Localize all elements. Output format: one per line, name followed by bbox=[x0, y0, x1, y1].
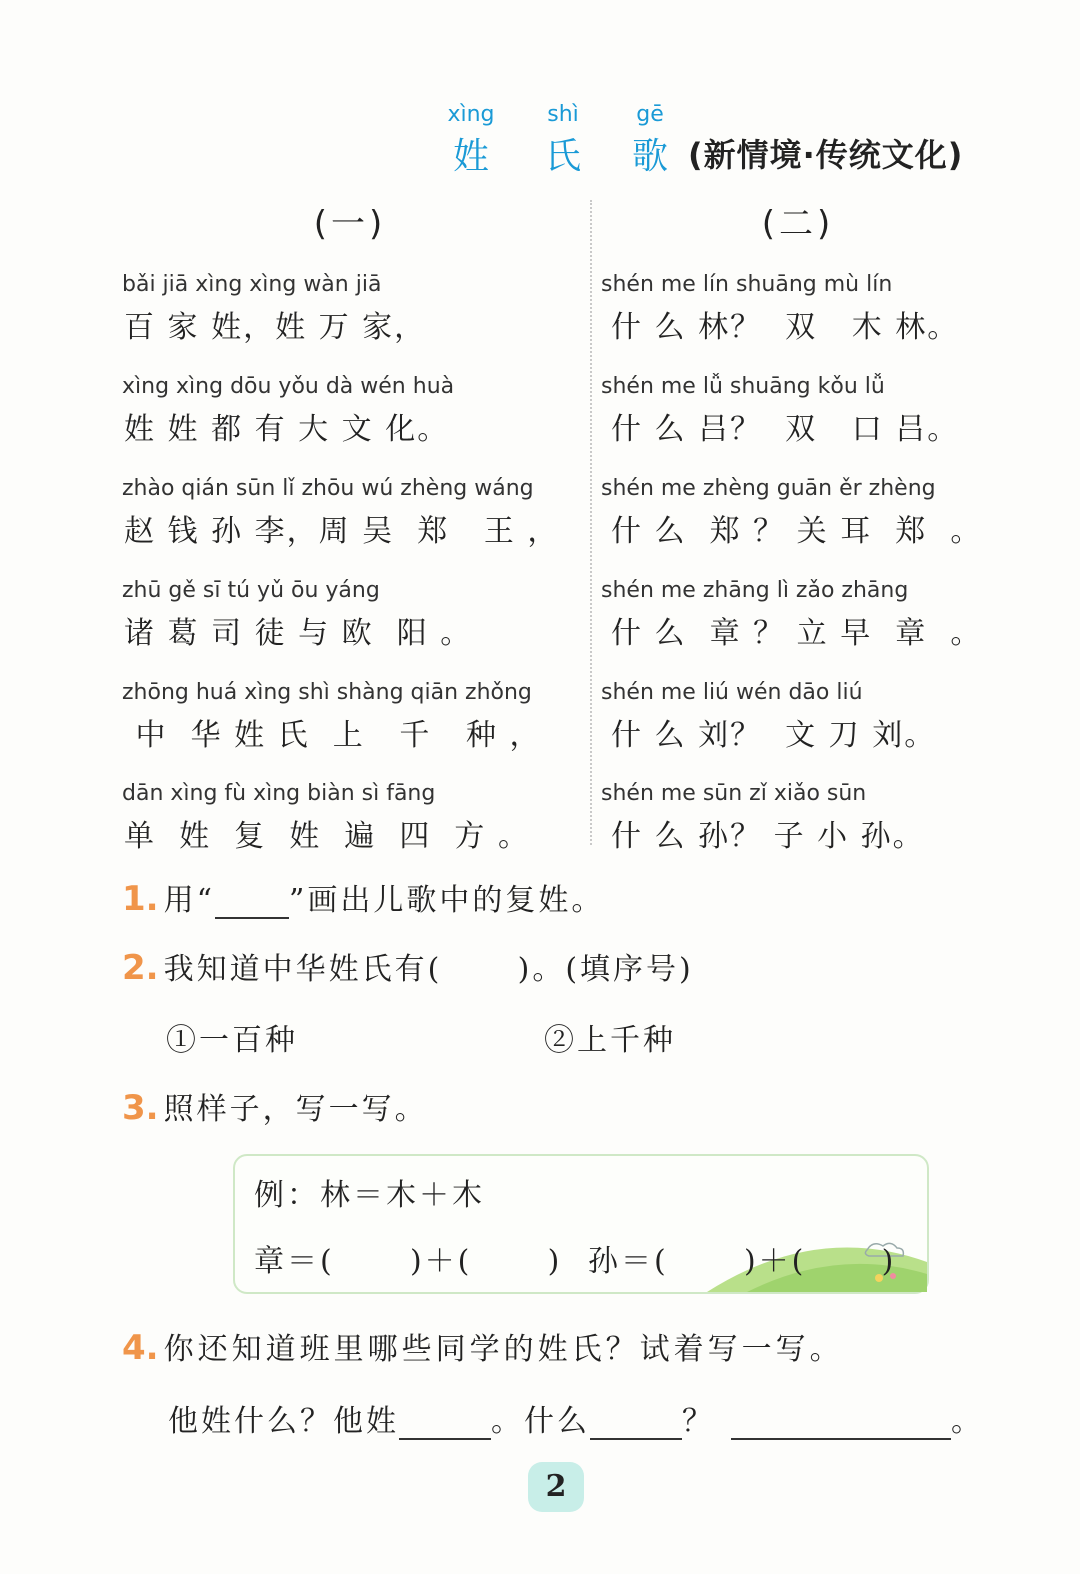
right-pinyin-line: shén me liú wén dāo liú bbox=[601, 680, 863, 705]
right-pinyin-line: shén me lín shuāng mù lín bbox=[601, 272, 893, 297]
left-hanzi-line: 赵 钱 孙 李，周 吴 郑 王 ， bbox=[124, 514, 560, 549]
left-pinyin-line: zhū gě sī tú yǔ ōu yáng bbox=[122, 578, 380, 603]
page-number: 2 bbox=[528, 1462, 584, 1512]
left-hanzi-line: 单 姓 复 姓 遍 四 方 。 bbox=[124, 819, 530, 854]
question-1: 1. 用“ ”画出儿歌中的复姓。 bbox=[122, 879, 605, 919]
question-number: 1. bbox=[122, 879, 159, 919]
right-pinyin-line: shén me sūn zǐ xiǎo sūn bbox=[601, 781, 867, 806]
right-pinyin-line: shén me lǚ shuāng kǒu lǚ bbox=[601, 374, 885, 399]
left-pinyin-line: zhōng huá xìng shì shàng qiān zhǒng bbox=[122, 680, 532, 705]
right-hanzi-line: 什 么 孙？ 子 小 孙。 bbox=[611, 819, 925, 854]
example-line: 例：林＝木＋木 bbox=[254, 1178, 485, 1213]
answer-blank[interactable] bbox=[472, 1244, 547, 1279]
exercise-line: 孙＝( )＋( ) bbox=[588, 1244, 897, 1279]
title-pinyin-3: gē bbox=[636, 102, 664, 127]
page-subtitle: (新情境·传统文化) bbox=[688, 136, 964, 174]
exercise-line: 章＝( )＋( ) bbox=[254, 1244, 563, 1279]
title-char-2: 氏 bbox=[544, 136, 581, 177]
question-number: 4. bbox=[122, 1328, 159, 1368]
left-hanzi-line: 中 华 姓 氏 上 千 种 ， bbox=[124, 718, 542, 753]
answer-blank[interactable] bbox=[731, 1408, 951, 1440]
left-pinyin-line: xìng xìng dōu yǒu dà wén huà bbox=[122, 374, 455, 399]
title-pinyin-2: shì bbox=[547, 102, 579, 127]
right-hanzi-line: 什 么 林？ 双 木 林。 bbox=[611, 310, 960, 345]
left-pinyin-line: bǎi jiā xìng xìng wàn jiā bbox=[122, 272, 382, 297]
right-column-heading: (二) bbox=[761, 204, 835, 244]
title-pinyin-1: xìng bbox=[447, 102, 495, 127]
question-2: 2. 我知道中华姓氏有( )。(填序号) bbox=[122, 948, 694, 988]
underline-sample bbox=[215, 887, 289, 919]
answer-blank[interactable] bbox=[669, 1244, 744, 1279]
right-hanzi-line: 什 么 刘？ 文 刀 刘。 bbox=[611, 718, 937, 753]
answer-blank[interactable] bbox=[590, 1408, 682, 1440]
right-pinyin-line: shén me zhèng guān ěr zhèng bbox=[601, 476, 936, 501]
left-pinyin-line: dān xìng fù xìng biàn sì fāng bbox=[122, 781, 436, 806]
option-2: ②上千种 bbox=[544, 1023, 676, 1058]
right-hanzi-line: 什 么 郑 ？ 关 耳 郑 。 bbox=[611, 514, 983, 549]
left-column-heading: (一) bbox=[313, 204, 387, 244]
question-4: 4. 你还知道班里哪些同学的姓氏？试着写一写。 bbox=[122, 1328, 844, 1368]
question-number: 2. bbox=[122, 948, 159, 988]
left-hanzi-line: 百 家 姓，姓 万 家， bbox=[124, 310, 427, 345]
right-hanzi-line: 什 么 吕？ 双 口 吕。 bbox=[611, 412, 960, 447]
fill-in-sentence: 他姓什么？他姓 。什么 ？ 。 bbox=[168, 1404, 984, 1439]
title-char-3: 歌 bbox=[631, 136, 668, 177]
left-pinyin-line: zhào qián sūn lǐ zhōu wú zhèng wáng bbox=[122, 476, 534, 501]
left-hanzi-line: 诸 葛 司 徒 与 欧 阳 。 bbox=[124, 616, 473, 651]
answer-blank[interactable] bbox=[399, 1408, 491, 1440]
column-divider bbox=[590, 200, 592, 845]
question-3: 3. 照样子，写一写。 bbox=[122, 1088, 428, 1128]
answer-blank[interactable] bbox=[442, 952, 517, 987]
left-hanzi-line: 姓 姓 都 有 大 文 化。 bbox=[124, 412, 450, 447]
right-hanzi-line: 什 么 章 ？ 立 早 章 。 bbox=[611, 616, 983, 651]
right-pinyin-line: shén me zhāng lì zǎo zhāng bbox=[601, 578, 909, 603]
question-number: 3. bbox=[122, 1088, 159, 1128]
answer-blank[interactable] bbox=[335, 1244, 410, 1279]
answer-blank[interactable] bbox=[806, 1244, 881, 1279]
option-1: ①一百种 bbox=[166, 1023, 298, 1058]
title-char-1: 姓 bbox=[452, 136, 489, 177]
